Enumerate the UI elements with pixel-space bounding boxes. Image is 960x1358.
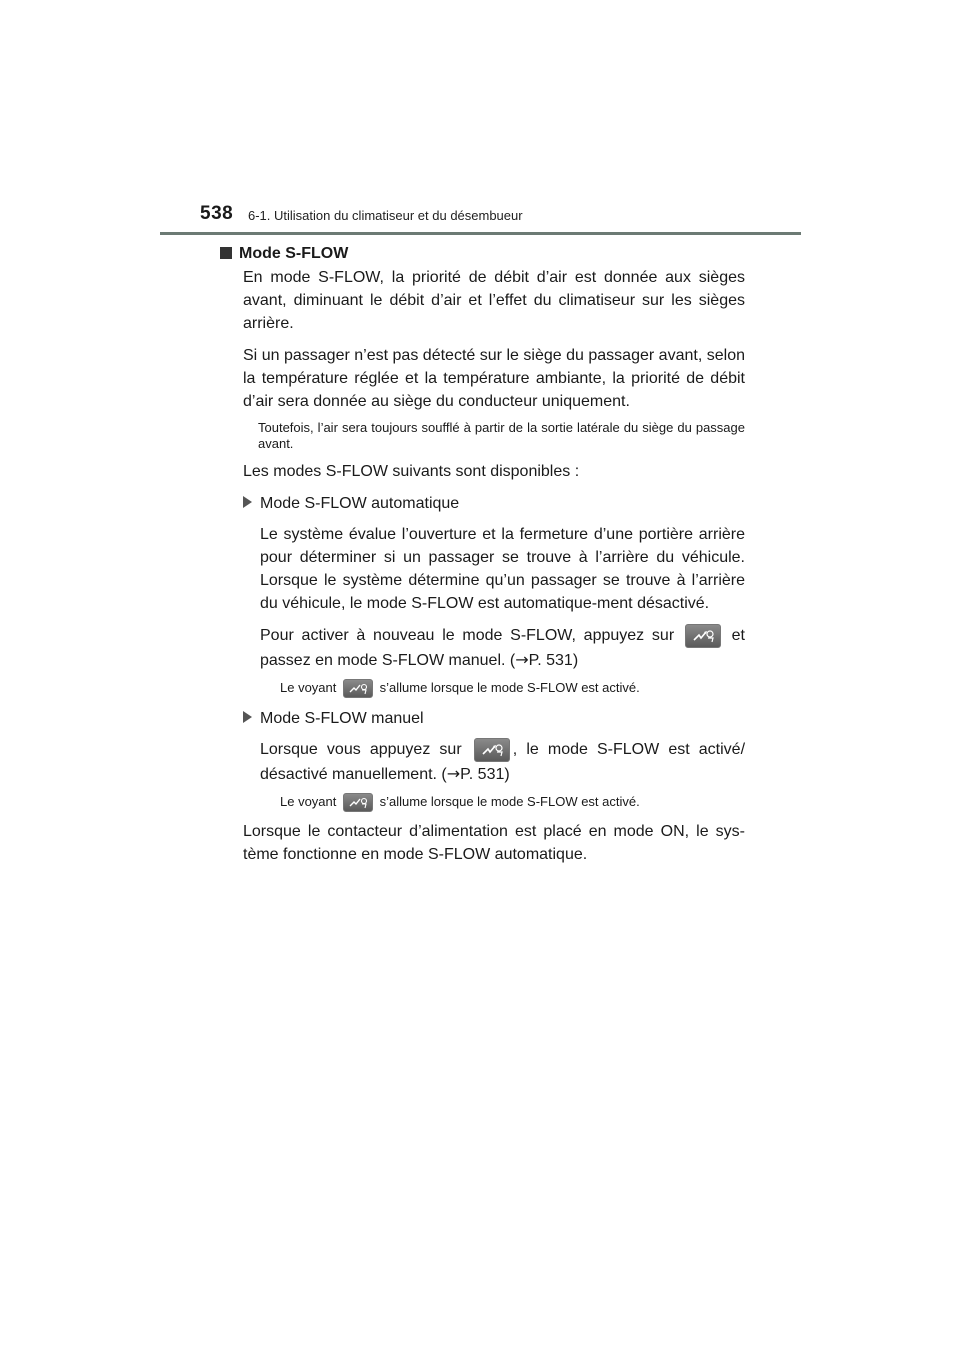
- closing-paragraph: Lorsque le contacteur d’alimentation est placé en mode ON, le sys-tème fonctionne en mode S-FLOW automatique.: [243, 823, 745, 863]
- auto-page-reference[interactable]: P. 531): [528, 652, 579, 669]
- list-item-manual-mode: [243, 707, 745, 730]
- auto-indicator-note: [280, 679, 745, 698]
- note-side-outlet: Toutefois, l’air sera toujours soufflé à partir de la sortie latérale du siège du passage avant.: [258, 420, 745, 451]
- s-flow-button-icon: [685, 624, 721, 648]
- auto-mode-description: Le système évalue l’ouverture et la fermeture d’une portière arrière pour déterminer si un passager se trouve à l’arrière du véhicule. Lorsque le système détermine qu’un passager se trouve à l’arrière du véhicule, le mode S-FLOW est automatique-ment désactivé.: [260, 526, 745, 612]
- header-divider: [160, 232, 801, 235]
- modes-intro: Les modes S-FLOW suivants sont disponibles :: [243, 463, 580, 480]
- reference-arrow: →: [515, 650, 529, 669]
- auto-mode-activation: [260, 624, 745, 672]
- page-header: [0, 0, 960, 240]
- reference-arrow: →: [446, 764, 461, 783]
- manual-page-reference[interactable]: P. 531): [460, 766, 510, 783]
- manual-note-prefix: Le voyant: [280, 793, 337, 809]
- square-bullet-icon: [220, 247, 232, 259]
- list-item-auto-mode: [243, 492, 745, 515]
- auto-activation-suffix: et passez en mode S-FLOW manuel. (: [260, 627, 745, 669]
- auto-note-prefix: Le voyant: [280, 679, 337, 695]
- manual-desc-prefix: Lorsque vous appuyez sur: [260, 741, 462, 759]
- triangle-bullet-icon: [243, 496, 252, 508]
- auto-note-suffix: s’allume lorsque le mode S-FLOW est activé.: [379, 679, 640, 695]
- auto-mode-title: Mode S-FLOW automatique: [260, 495, 460, 512]
- section-heading: [220, 242, 745, 266]
- manual-note-suffix: s’allume lorsque le mode S-FLOW est activé.: [379, 793, 640, 809]
- paragraph-passenger-detection: Si un passager n’est pas détecté sur le siège du passager avant, selon la température réglée et la température ambiante, la priorité de débit d’air sera donnée au siège du conducteur uniquement.: [243, 347, 745, 410]
- s-flow-indicator-icon: [343, 793, 373, 812]
- s-flow-indicator-icon: [343, 679, 373, 698]
- chapter-title: 6-1. Utilisation du climatiseur et du désembueur: [248, 208, 523, 223]
- manual-mode-description: [260, 738, 745, 786]
- auto-activation-text: Pour activer à nouveau le mode S-FLOW, appuyez sur: [260, 627, 675, 645]
- manual-desc-suffix: , le mode S-FLOW est activé/ désactivé manuellement. (: [260, 741, 746, 783]
- manual-indicator-note: [280, 793, 745, 812]
- section-heading-text: Mode S-FLOW: [239, 245, 349, 262]
- triangle-bullet-icon: [243, 711, 252, 723]
- section-content: [239, 242, 746, 866]
- s-flow-button-icon: [474, 738, 510, 762]
- manual-mode-title: Mode S-FLOW manuel: [260, 710, 424, 727]
- paragraph-priority: En mode S-FLOW, la priorité de débit d’air est donnée aux sièges avant, diminuant le débit d’air et l’effet du climatiseur sur les sièges arrière.: [243, 269, 745, 332]
- page-number: 538: [200, 203, 234, 224]
